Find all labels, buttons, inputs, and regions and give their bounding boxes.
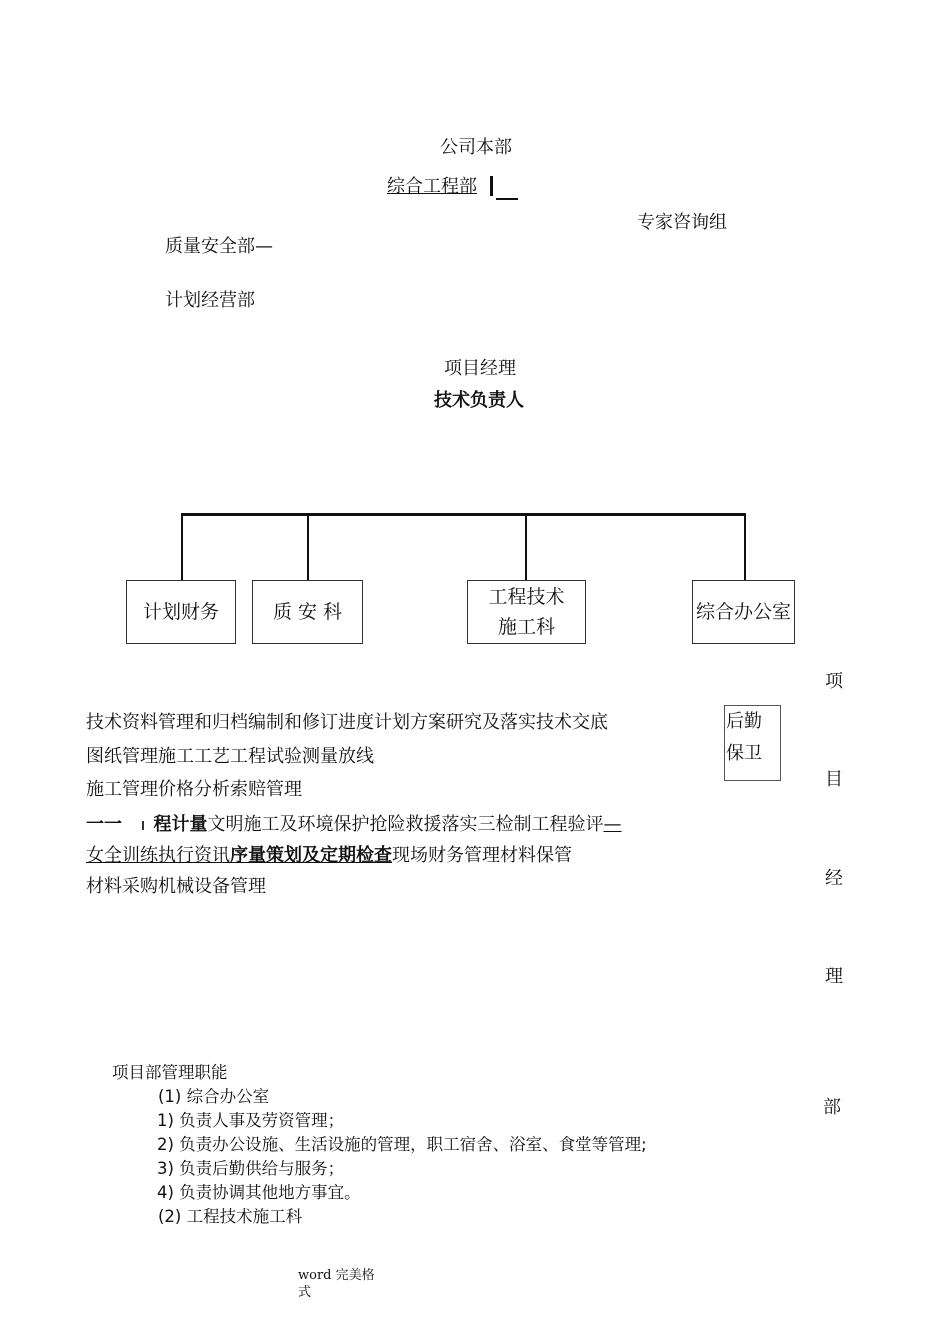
cursor-underline (496, 198, 518, 200)
functions-item-1: 1) 负责人事及劳资管理； (157, 1111, 345, 1130)
duties-line-4-rest: 文明施工及环境保护抢险救援落实三检制工程验评 (207, 814, 604, 835)
box-engineering-tech (467, 580, 586, 644)
general-engineering-dept (387, 176, 477, 198)
duties-line-2: 图纸管理施工工艺工程试验测量放线 (86, 746, 374, 767)
side-char-1: 项 (825, 671, 843, 692)
functions-item-2: 2) 负责办公设施、生活设施的管理，职工宿舍、浴室、食堂等管理; (157, 1135, 647, 1154)
box-label: 综合办公室 (695, 601, 791, 623)
box-label-2: 施工科 (497, 616, 555, 638)
org-horizontal-line (181, 513, 746, 516)
connector-3 (525, 513, 527, 581)
general-engineering-label: 综合工程部 (387, 176, 477, 197)
side-char-2: 目 (825, 769, 843, 790)
box-quality-safety (252, 580, 363, 644)
box-general-office (692, 580, 795, 644)
box-label: 质 安 科 (272, 601, 343, 623)
functions-item-3: 3) 负责后勤供给与服务； (157, 1159, 345, 1178)
footer-line-1: word 完美格 (298, 1268, 375, 1283)
functions-section-1: (1) 综合办公室 (158, 1087, 270, 1106)
duties-line-5 (86, 845, 572, 867)
quality-safety-dept: 质量安全部— (165, 236, 273, 257)
duties-line-1: 技术资料管理和归档编制和修订进度计划方案研究及落实技术交底 (86, 712, 608, 733)
functions-section-2: (2) 工程技术施工科 (158, 1207, 303, 1226)
box-label: 计划财务 (142, 601, 219, 623)
duties-line-4 (86, 814, 622, 836)
duties-line-4-bold: 程计量 (153, 814, 208, 835)
cursor-mark (490, 176, 493, 196)
box-planning-finance (126, 580, 236, 644)
side-char-5: 部 (823, 1097, 841, 1118)
duties-tick (142, 821, 144, 830)
project-manager: 项目经理 (444, 358, 516, 379)
box-label: 工程技术 (488, 586, 565, 608)
planning-dept: 计划经营部 (165, 290, 255, 311)
side-char-3: 经 (825, 868, 843, 889)
connector-2 (307, 513, 309, 581)
functions-heading: 项目部管理职能 (112, 1063, 228, 1082)
side-char-4: 理 (825, 966, 843, 987)
duties-line-5-b: 序量策划及定期检查 (230, 845, 392, 866)
duties-line-5-c: 现场财务管理材料保管 (392, 845, 572, 866)
connector-4 (744, 513, 746, 581)
duties-line-4-prefix: 一一 (86, 814, 122, 835)
tech-lead: 技术负责人 (434, 390, 524, 411)
duties-line-4-end: — (603, 814, 622, 835)
box-label: 后勤 (726, 711, 762, 732)
footer-line-2: 式 (298, 1285, 312, 1300)
duties-line-6: 材料采购机械设备管理 (86, 876, 266, 897)
duties-line-3: 施工管理价格分析索赔管理 (86, 779, 302, 800)
functions-item-4: 4) 负责协调其他地方事宜。 (157, 1183, 361, 1202)
box-logistics (724, 705, 781, 781)
connector-1 (181, 513, 183, 581)
box-label-2: 保卫 (726, 743, 762, 764)
company-hq: 公司本部 (440, 137, 512, 158)
duties-line-5-a: 女全训练执行资讯 (86, 845, 230, 866)
expert-group: 专家咨询组 (637, 212, 727, 233)
